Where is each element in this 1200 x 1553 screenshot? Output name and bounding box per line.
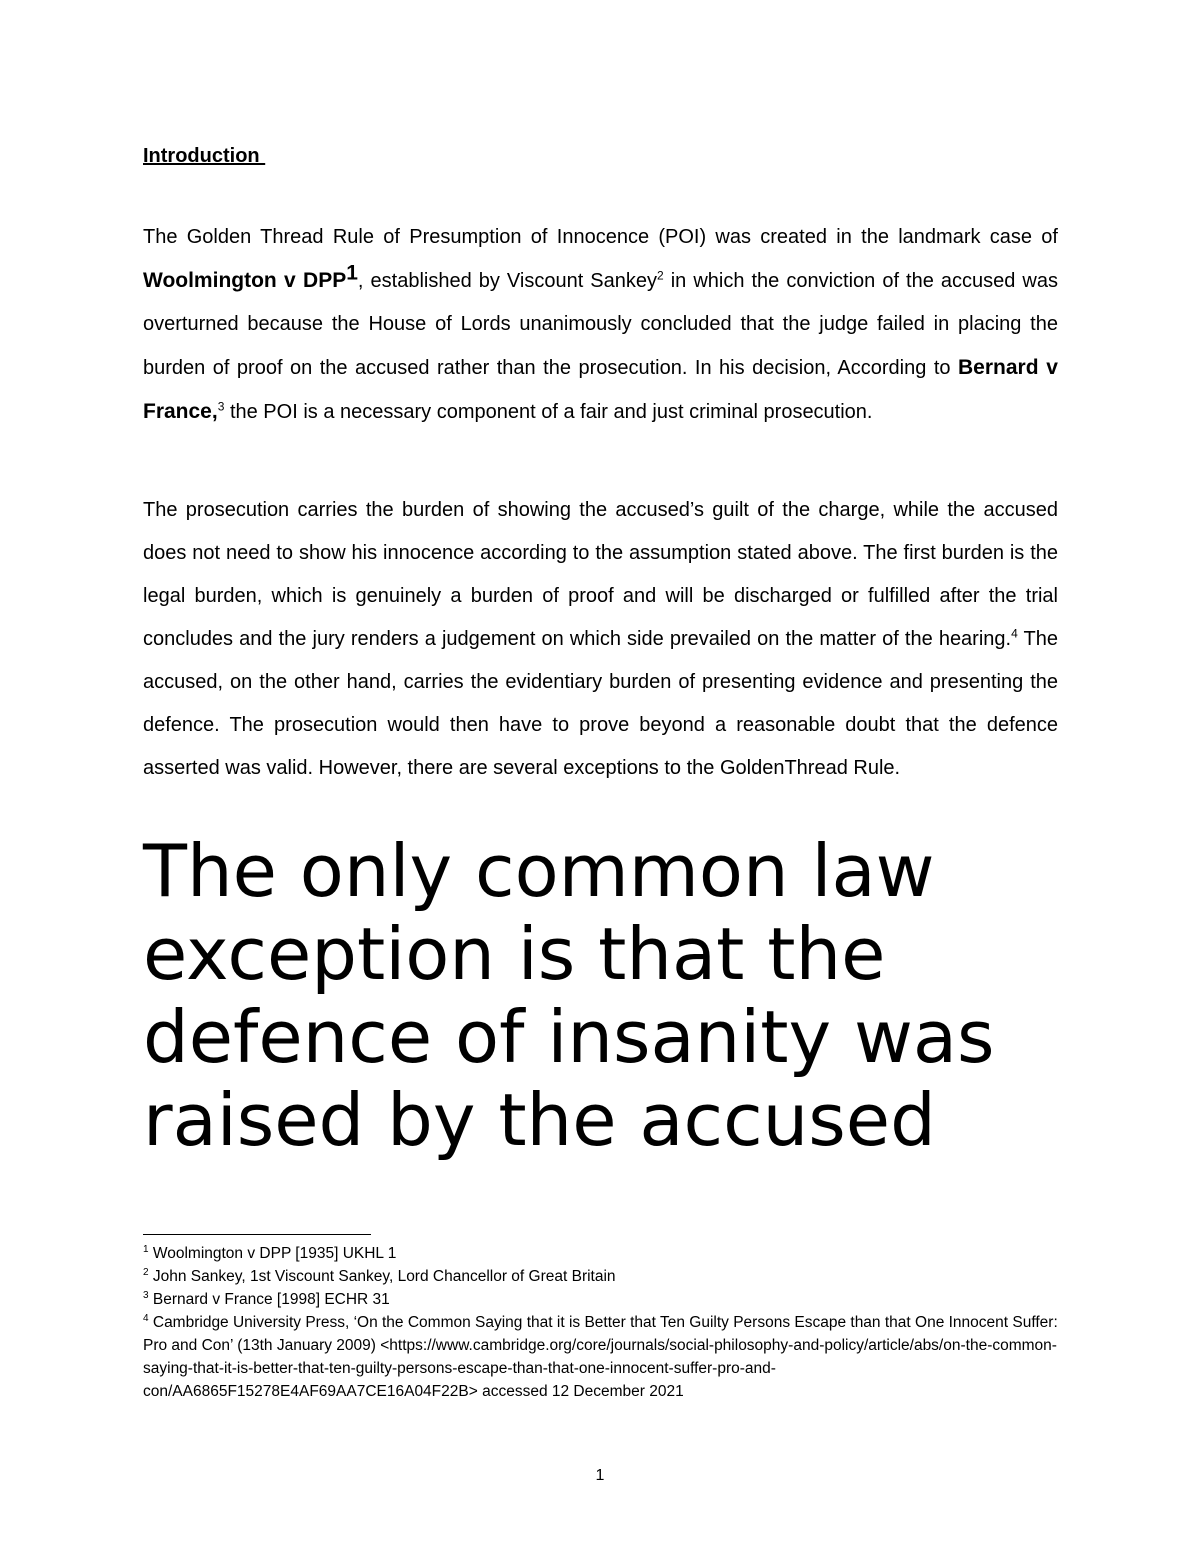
footnote-1 <box>143 1242 1063 1265</box>
paragraph-introduction <box>143 216 1058 434</box>
paragraph-text: The prosecution carries the burden of showing the accused’s guilt of the charge, while the accused does not need to show his innocence according to the assumption stated above. The first burden is the legal burden, which is genuinely a burden of proof and will be discharged or fulfilled after the trial concludes and the jury renders a judgement on which side prevailed on the matter of the hearing. <box>143 499 1058 650</box>
paragraph-text: in which the conviction of the accused was overturned because the House of Lords unanimously concluded that the judge failed in placing the burden of proof on the accused rather than the prosecution. In his decision, According to <box>143 270 1058 379</box>
footnote-number: 3 <box>143 1289 149 1301</box>
footnote-ref-2[interactable]: 2 <box>657 268 664 283</box>
footnote-text: Woolmington v DPP [1935] UKHL 1 <box>148 1245 397 1262</box>
footnote-3 <box>143 1288 1063 1311</box>
paragraph-text: The Golden Thread Rule of Presumption of Innocence (POI) was created in the landmark case of <box>143 226 1058 248</box>
footnote-ref-4[interactable]: 4 <box>1011 626 1018 641</box>
section-heading: Introduction <box>143 145 266 167</box>
footnote-text: Bernard v France [1998] ECHR 31 <box>148 1291 390 1308</box>
paragraph-text: the POI is a necessary component of a fair and just criminal prosecution. <box>224 401 873 423</box>
footnote-separator <box>143 1234 371 1235</box>
footnote-number: 2 <box>143 1266 149 1278</box>
page-number: 1 <box>595 1467 605 1484</box>
footnote-ref-1[interactable]: 1 <box>346 261 358 285</box>
case-citation-bernard: Bernard v France, <box>143 356 1058 423</box>
paragraph-burden <box>143 489 1058 790</box>
footnote-ref-3[interactable]: 3 <box>217 399 225 414</box>
large-heading: The only common law exception is that the defence of insanity was raised by the accused <box>143 829 995 1162</box>
footnote-text: Cambridge University Press, ‘On the Common Saying that it is Better that Ten Guilty Persons Escape than that One Innocent Suffer: Pro and Con’ (13th January 2009) <https://www.cambridge.org/core/journals/social-philosophy-and-policy/article/abs/on-the-common-saying-that-it-is-better-that-ten-guilty-persons-escape-than-that-one-innocent-suffer-pro-and-con/AA6865F15278E4AF69AA7CE16A04F22B> accessed 12 December 2021 <box>143 1314 1058 1400</box>
footnote-text: John Sankey, 1st Viscount Sankey, Lord Chancellor of Great Britain <box>148 1268 616 1285</box>
paragraph-text: , established by Viscount Sankey <box>357 270 657 292</box>
case-citation-woolmington: Woolmington v DPP <box>143 269 347 292</box>
footnote-number: 1 <box>143 1243 149 1255</box>
footnote-2 <box>143 1265 1063 1288</box>
footnote-number: 4 <box>143 1312 149 1324</box>
paragraph-text: The accused, on the other hand, carries the evidentiary burden of presenting evidence and presenting the defence. The prosecution would then have to prove beyond a reasonable doubt that the defence asserted was valid. However, there are several exceptions to the GoldenThread Rule. <box>143 628 1058 779</box>
footnote-4 <box>143 1311 1063 1403</box>
footnotes-section <box>143 1242 1063 1403</box>
